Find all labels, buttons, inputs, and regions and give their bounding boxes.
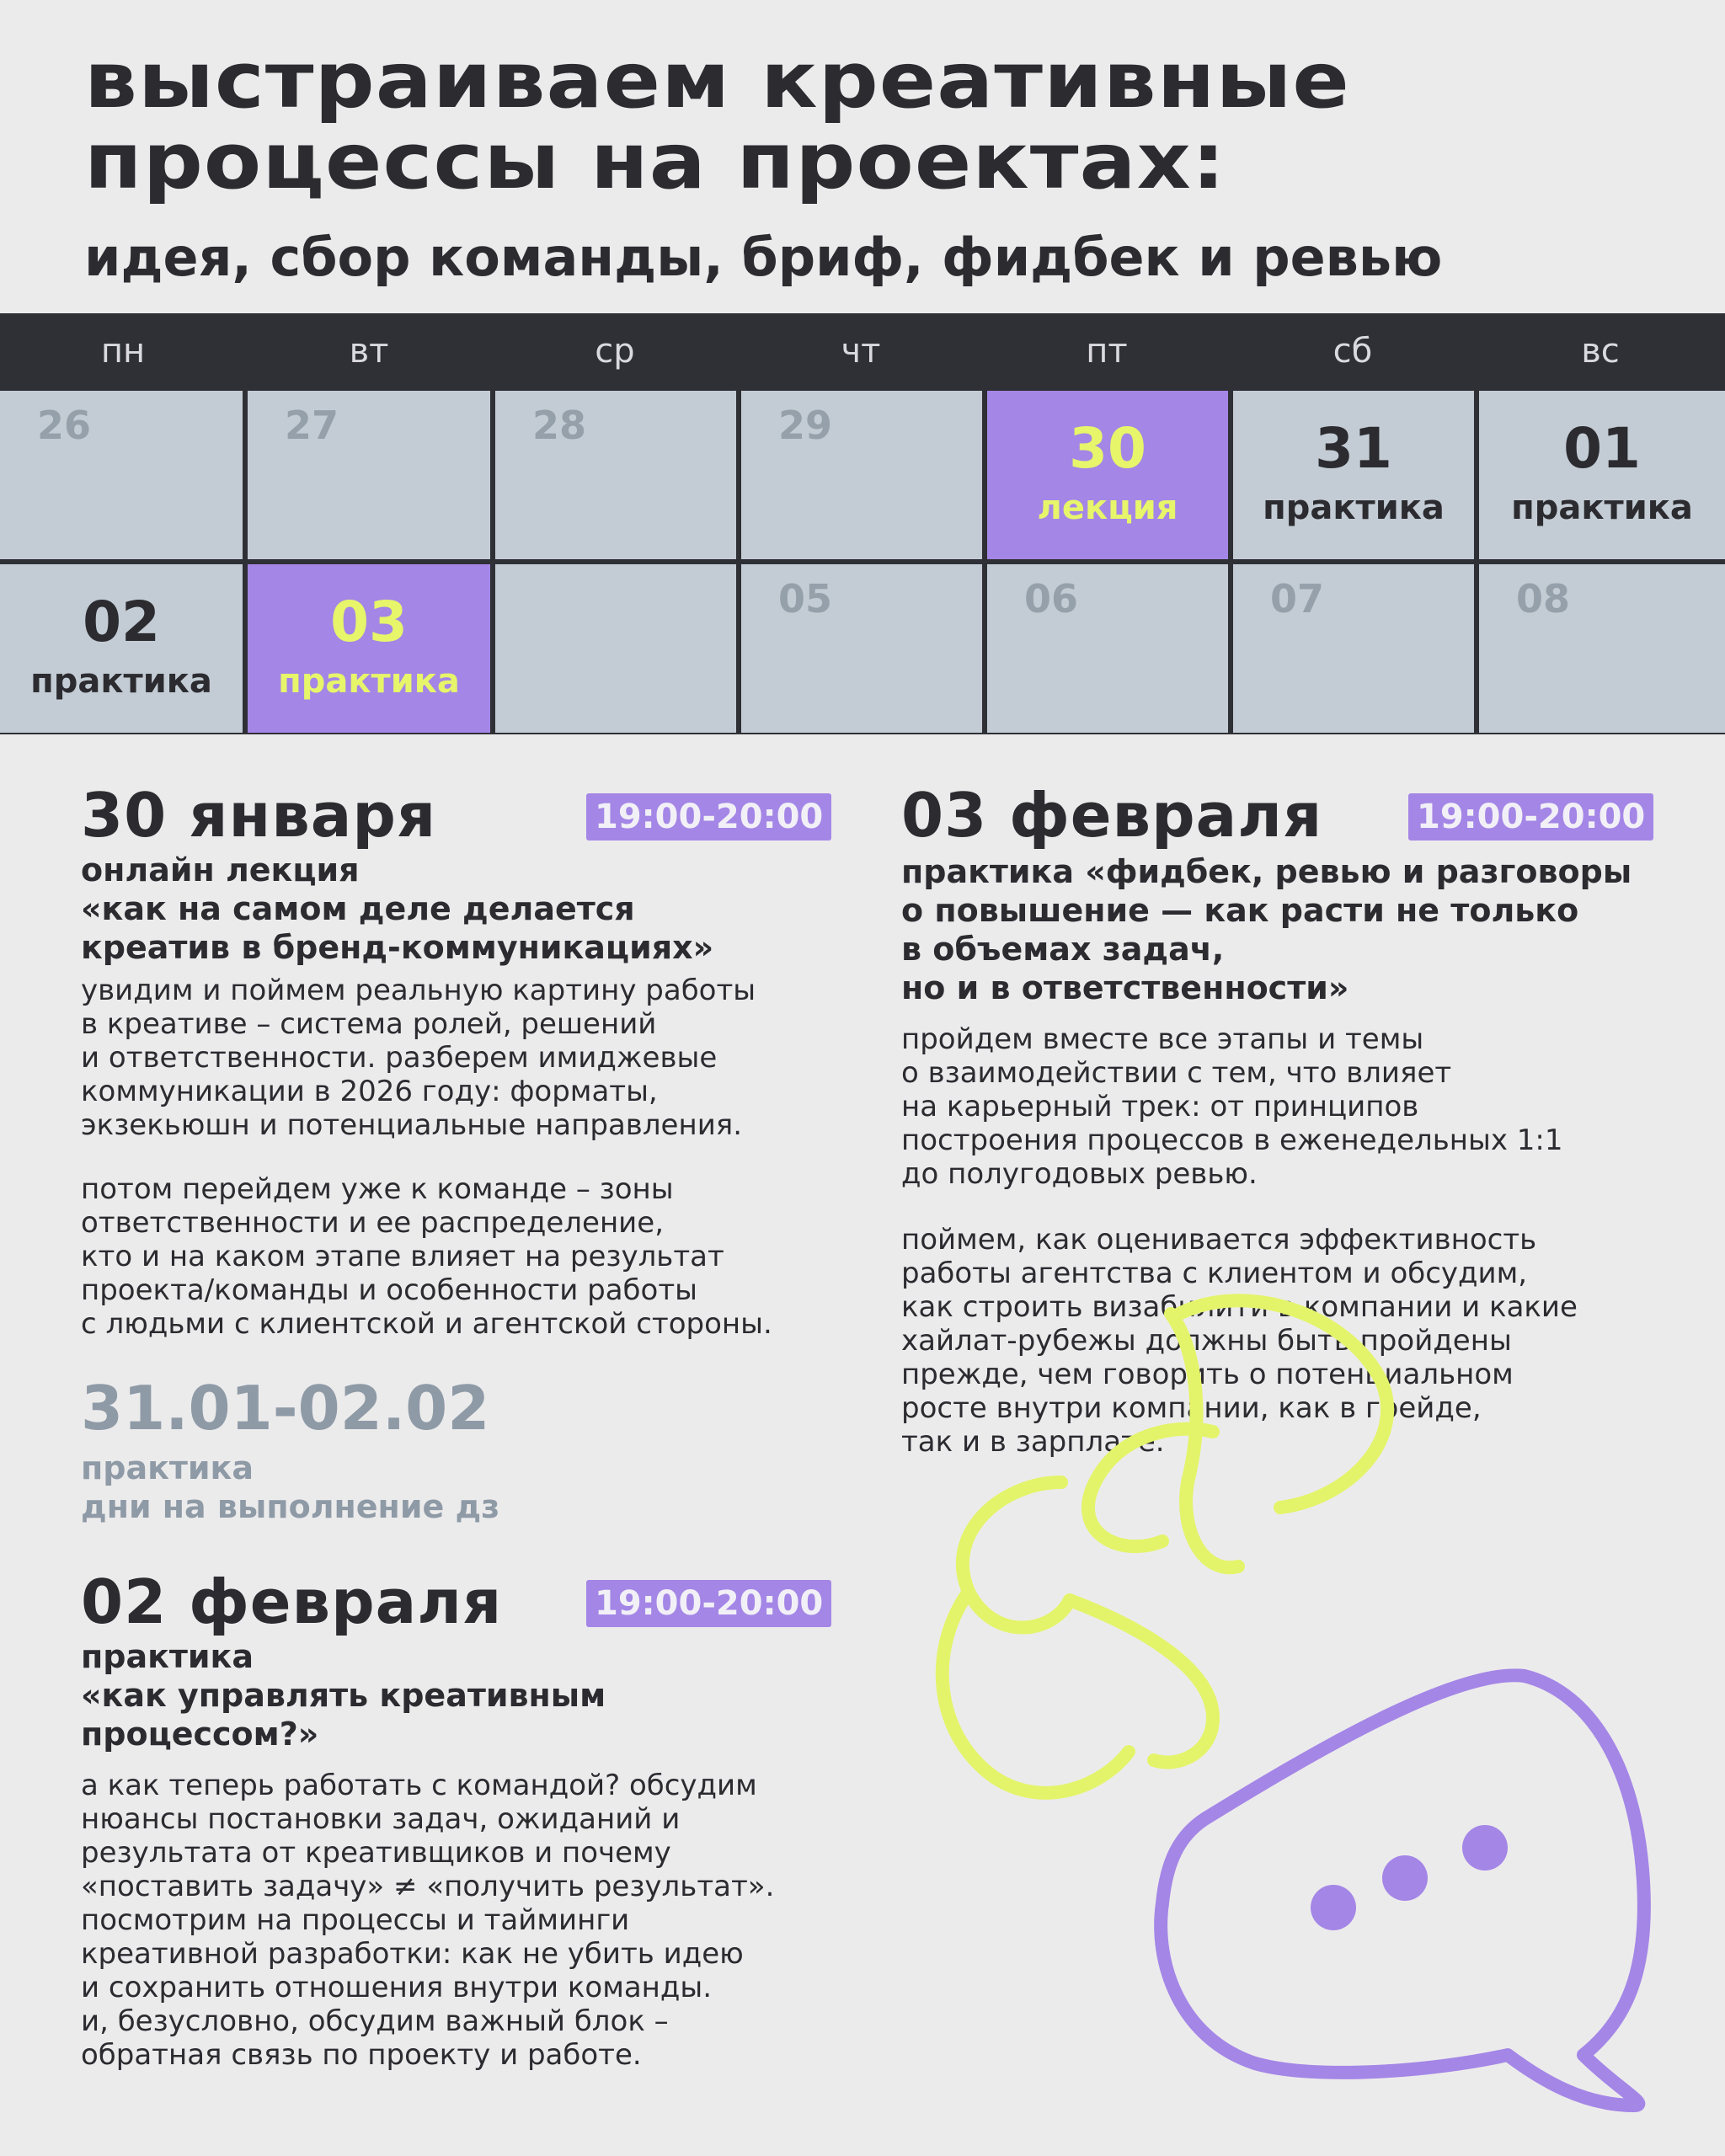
event-feb02-body: а как теперь работать с командой? обсудим нюансы постановки задач, ожиданий и результата от креативщиков и почему «поставить задачу» ≠ «получить результат». посмотрим на процессы и тайминги креативной разработки: как не убить идею и сохранить отношения внутри команды. и, безусловно, обсудим важный блок – обратная связь по проекту и работе.: [81, 1769, 775, 2072]
calendar-day-28[interactable]: [495, 391, 736, 559]
event-jan30-heading: онлайн лекция «как на самом деле делается креатив в бренд-коммуникациях»: [81, 851, 714, 966]
event-jan30-date: 30 января: [81, 780, 437, 851]
title-line-1: выстраиваем креативные: [84, 35, 1350, 125]
event-feb03-body-2: поймем, как оценивается эффективность работы агентства с клиентом и обсудим, как строить визабилити в компании и какие хайлат-рубежы должны быть пройдены прежде, чем говорить о потенциальном росте внутри компании, как в грейде, так и в зарплате.: [901, 1223, 1578, 1459]
event-feb03-time: 19:00-20:00: [1408, 793, 1653, 841]
calendar-day-06[interactable]: [987, 564, 1228, 733]
practice-subtitle: практика дни на выполнение дз: [81, 1449, 500, 1525]
calendar: [0, 313, 1725, 734]
weekday-thu: чт: [841, 332, 881, 371]
day-number: 05: [778, 576, 833, 622]
event-jan30-time: 19:00-20:00: [586, 793, 831, 841]
day-number: 26: [37, 403, 92, 448]
weekday-mon: пн: [100, 332, 146, 371]
calendar-day-01[interactable]: [1479, 391, 1725, 559]
calendar-day-04[interactable]: [495, 564, 736, 733]
day-number: 06: [1024, 576, 1079, 622]
calendar-day-08[interactable]: [1479, 564, 1725, 733]
chat-bubble-icon: [1161, 1675, 1644, 2105]
day-number: 31: [1315, 416, 1392, 481]
day-number: 30: [1069, 416, 1146, 481]
calendar-day-27[interactable]: [248, 391, 490, 559]
day-label: практика: [278, 662, 460, 701]
day-number: 28: [532, 403, 587, 448]
weekday-sun: вс: [1581, 332, 1620, 371]
calendar-day-31[interactable]: [1233, 391, 1474, 559]
calendar-day-07[interactable]: [1233, 564, 1474, 733]
weekday-sat: сб: [1332, 332, 1373, 371]
page-title: [84, 35, 1725, 206]
day-number: 29: [778, 403, 833, 448]
calendar-day-30[interactable]: [987, 391, 1228, 559]
page-subtitle: идея, сбор команды, бриф, фидбек и ревью: [84, 227, 1443, 288]
weekday-tue: вт: [349, 332, 389, 371]
weekday-wed: ср: [595, 332, 635, 371]
calendar-day-03[interactable]: [248, 564, 490, 733]
weekday-fri: пт: [1086, 332, 1128, 371]
day-number: 27: [285, 403, 339, 448]
title-line-2: процессы на проектах:: [84, 116, 1226, 206]
event-feb02-date: 02 февраля: [81, 1566, 503, 1637]
event-feb03-date: 03 февраля: [901, 780, 1323, 851]
day-number: 08: [1516, 576, 1571, 622]
calendar-day-26[interactable]: [0, 391, 243, 559]
event-feb02-time: 19:00-20:00: [586, 1580, 831, 1627]
calendar-day-05[interactable]: [741, 564, 982, 733]
day-label: практика: [1511, 488, 1693, 527]
event-jan30-body-2: потом перейдем уже к команде – зоны ответственности и ее распределение, кто и на каком этапе влияет на результат проекта/команды и особенности работы с людьми с клиентской и агентской стороны.: [81, 1172, 772, 1341]
event-feb03-heading: практика «фидбек, ревью и разговоры о повышение — как расти не только в объемах задач, но и в ответственности»: [901, 853, 1632, 1006]
day-label: практика: [1263, 488, 1445, 527]
calendar-day-02[interactable]: [0, 564, 243, 733]
event-feb02-heading: практика «как управлять креативным процессом?»: [81, 1638, 606, 1753]
day-number: 07: [1270, 576, 1325, 622]
day-label: лекция: [1037, 488, 1178, 527]
day-number: 03: [330, 590, 408, 654]
calendar-weekdays: [0, 313, 1725, 389]
day-number: 02: [83, 590, 160, 654]
calendar-day-29[interactable]: [741, 391, 982, 559]
day-label: практика: [30, 662, 212, 701]
event-feb03-body-1: пройдем вместе все этапы и темы о взаимодействии с тем, что влияет на карьерный трек: от принципов построения процессов в еженедельных 1:1 до полугодовых ревью.: [901, 1022, 1563, 1191]
practice-date-range: 31.01-02.02: [81, 1373, 490, 1444]
event-jan30-body-1: увидим и поймем реальную картину работы в креативе – система ролей, решений и ответственности. разберем имиджевые коммуникации в 2026 году: форматы, экзекьюшн и потенциальные направления.: [81, 974, 756, 1142]
day-number: 01: [1563, 416, 1641, 481]
